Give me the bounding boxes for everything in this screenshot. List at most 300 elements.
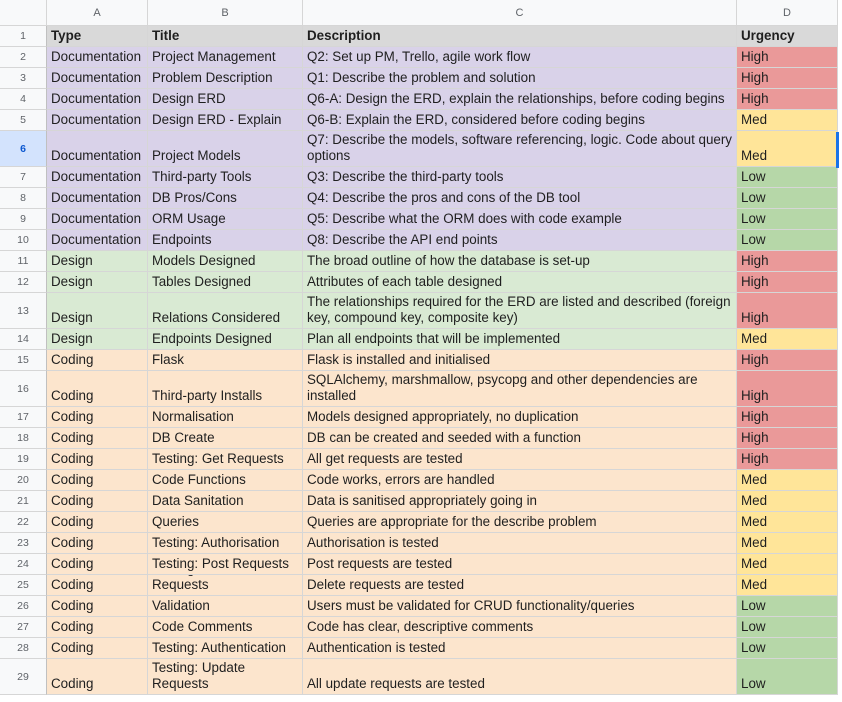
- cell-type[interactable]: [47, 491, 148, 512]
- table-row: [0, 68, 842, 89]
- cell-type-text: Documentation: [51, 190, 142, 205]
- cell-title-text: Third-party Installs: [152, 388, 263, 403]
- cell-type[interactable]: [47, 230, 148, 251]
- cell-description-text: All update requests are tested: [307, 676, 485, 691]
- cell-type-text: Coding: [51, 640, 94, 655]
- cell-urgency-text: Med: [741, 514, 768, 529]
- cell-type[interactable]: [47, 329, 148, 350]
- cell-description[interactable]: [303, 350, 737, 371]
- cell-urgency[interactable]: [737, 209, 838, 230]
- cell-type[interactable]: [47, 350, 148, 371]
- row-number[interactable]: [0, 638, 47, 659]
- row-number[interactable]: [0, 68, 47, 89]
- cell-type[interactable]: [47, 47, 148, 68]
- table-row: [0, 554, 842, 575]
- cell-description[interactable]: [303, 68, 737, 89]
- cell-description[interactable]: [303, 329, 737, 350]
- cell-type[interactable]: [47, 293, 148, 329]
- cell-type-text: Coding: [51, 598, 94, 613]
- row-number[interactable]: [0, 491, 47, 512]
- cell-urgency-text: High: [741, 352, 769, 367]
- row-number[interactable]: [0, 659, 47, 695]
- cell-description[interactable]: [303, 428, 737, 449]
- cell-description-text: Attributes of each table designed: [307, 274, 503, 289]
- table-row: [0, 617, 842, 638]
- cell-title-text: Endpoints Designed: [152, 331, 272, 346]
- row-number-text: 17: [17, 411, 29, 423]
- cell-title[interactable]: [148, 617, 303, 638]
- row-number[interactable]: [0, 272, 47, 293]
- cell-title[interactable]: [148, 131, 303, 167]
- cell-urgency-text: Low: [741, 640, 766, 655]
- cell-title[interactable]: [148, 167, 303, 188]
- row-number-text: 3: [20, 72, 26, 84]
- cell-title-text: Design ERD - Explain: [152, 112, 282, 127]
- cell-urgency[interactable]: [737, 554, 838, 575]
- table-row: [0, 209, 842, 230]
- cell-description-text: Flask is installed and initialised: [307, 352, 491, 367]
- cell-description-text: Queries are appropriate for the describe problem: [307, 514, 597, 529]
- cell-title-text: Tables Designed: [152, 274, 252, 289]
- cell-urgency[interactable]: [737, 512, 838, 533]
- cell-description[interactable]: [303, 512, 737, 533]
- cell-title-text: DB Pros/Cons: [152, 190, 237, 205]
- cell-urgency-text: Med: [741, 493, 768, 508]
- cell-title-text: Data Sanitation: [152, 493, 244, 508]
- row-number[interactable]: [0, 209, 47, 230]
- table-row: [0, 167, 842, 188]
- row-number-text: 5: [20, 114, 26, 126]
- table-row: [0, 428, 842, 449]
- row-number[interactable]: [0, 329, 47, 350]
- cell-description-text: Q4: Describe the pros and cons of the DB tool: [307, 190, 581, 205]
- cell-description-text: Q6-B: Explain the ERD, considered before coding begins: [307, 112, 645, 127]
- row-number[interactable]: [0, 188, 47, 209]
- cell-title-text: Project Models: [152, 148, 241, 163]
- cell-description-text: Description: [307, 28, 381, 43]
- cell-type-text: Design: [51, 310, 93, 325]
- row-number-text: 25: [17, 579, 29, 591]
- cell-urgency[interactable]: [737, 167, 838, 188]
- row-number[interactable]: [0, 449, 47, 470]
- cell-type[interactable]: [47, 251, 148, 272]
- cell-urgency[interactable]: [737, 251, 838, 272]
- cell-type-text: Documentation: [51, 70, 142, 85]
- cell-type[interactable]: [47, 638, 148, 659]
- cell-title[interactable]: [148, 68, 303, 89]
- row-number[interactable]: [0, 167, 47, 188]
- cell-description[interactable]: [303, 617, 737, 638]
- table-row: [0, 491, 842, 512]
- table-row: [0, 659, 842, 695]
- select-all-corner[interactable]: [0, 0, 47, 26]
- cell-urgency[interactable]: [737, 350, 838, 371]
- cell-description[interactable]: [303, 26, 737, 47]
- cell-description[interactable]: [303, 188, 737, 209]
- cell-description-text: Authentication is tested: [307, 640, 446, 655]
- cell-type-text: Coding: [51, 493, 94, 508]
- cell-urgency[interactable]: [737, 89, 838, 110]
- cell-type-text: Documentation: [51, 112, 142, 127]
- cell-type[interactable]: [47, 68, 148, 89]
- cell-title[interactable]: [148, 371, 303, 407]
- cell-urgency[interactable]: [737, 638, 838, 659]
- cell-title-text: Queries: [152, 514, 199, 529]
- row-number[interactable]: [0, 617, 47, 638]
- row-number[interactable]: [0, 251, 47, 272]
- cell-title[interactable]: [148, 293, 303, 329]
- cell-type[interactable]: [47, 512, 148, 533]
- cell-urgency[interactable]: [737, 428, 838, 449]
- cell-urgency[interactable]: [737, 533, 838, 554]
- cell-type-text: Documentation: [51, 91, 142, 106]
- table-row: [0, 371, 842, 407]
- cell-title-text: Testing: Authorisation: [152, 535, 280, 550]
- column-header-b[interactable]: B: [148, 0, 303, 26]
- table-row: [0, 293, 842, 329]
- row-number-text: 13: [17, 304, 29, 317]
- row-number-text: 22: [17, 516, 29, 528]
- cell-title[interactable]: [148, 449, 303, 470]
- cell-urgency[interactable]: [737, 230, 838, 251]
- row-number-text: 6: [20, 142, 26, 155]
- cell-urgency-text: High: [741, 430, 769, 445]
- table-row: [0, 131, 842, 167]
- row-number-text: 26: [17, 600, 29, 612]
- cell-type[interactable]: [47, 167, 148, 188]
- cell-title[interactable]: [148, 350, 303, 371]
- cell-urgency[interactable]: [737, 575, 838, 596]
- row-number[interactable]: [0, 230, 47, 251]
- cell-description-text: Users must be validated for CRUD functionality/queries: [307, 598, 635, 613]
- cell-title[interactable]: [148, 89, 303, 110]
- cell-title[interactable]: [148, 554, 303, 575]
- row-number-text: 12: [17, 276, 29, 288]
- cell-title[interactable]: [148, 596, 303, 617]
- row-number[interactable]: [0, 596, 47, 617]
- cell-urgency-text: Low: [741, 190, 766, 205]
- cell-description-text: Q3: Describe the third-party tools: [307, 169, 504, 184]
- cell-title-text: Problem Description: [152, 70, 273, 85]
- cell-type[interactable]: [47, 209, 148, 230]
- cell-title[interactable]: [148, 251, 303, 272]
- row-number[interactable]: [0, 26, 47, 47]
- row-number-text: 9: [20, 213, 26, 225]
- row-number[interactable]: [0, 428, 47, 449]
- cell-urgency-text: High: [741, 274, 769, 289]
- cell-description-text: Q7: Describe the models, software referencing, logic. Code about query options: [307, 132, 733, 163]
- cell-title-text: Normalisation: [152, 409, 234, 424]
- cell-type[interactable]: [47, 470, 148, 491]
- cell-urgency[interactable]: [737, 659, 838, 695]
- cell-title[interactable]: [148, 47, 303, 68]
- cell-description[interactable]: [303, 596, 737, 617]
- cell-title[interactable]: [148, 230, 303, 251]
- cell-urgency[interactable]: [737, 491, 838, 512]
- row-number-text: 15: [17, 354, 29, 366]
- cell-title-text: Requests: [152, 577, 209, 592]
- cell-urgency[interactable]: [737, 272, 838, 293]
- row-number-text: 11: [17, 255, 29, 267]
- cell-title-text: Flask: [152, 352, 184, 367]
- table-row: [0, 272, 842, 293]
- cell-description[interactable]: [303, 470, 737, 491]
- row-number[interactable]: [0, 512, 47, 533]
- row-number-text: 8: [20, 192, 26, 204]
- cell-title[interactable]: [148, 272, 303, 293]
- row-number-text: 29: [17, 670, 29, 683]
- row-number-text: 14: [17, 333, 29, 345]
- cell-type[interactable]: [47, 110, 148, 131]
- cell-description[interactable]: [303, 230, 737, 251]
- cell-type[interactable]: [47, 617, 148, 638]
- cell-type-text: Design: [51, 253, 93, 268]
- cell-type-text: Documentation: [51, 211, 142, 226]
- cell-title[interactable]: [148, 26, 303, 47]
- cell-urgency[interactable]: [737, 293, 838, 329]
- row-number[interactable]: [0, 89, 47, 110]
- row-number[interactable]: [0, 470, 47, 491]
- cell-title[interactable]: [148, 209, 303, 230]
- cell-type-text: Documentation: [51, 169, 142, 184]
- cell-title[interactable]: [148, 110, 303, 131]
- row-number[interactable]: [0, 554, 47, 575]
- cell-type-text: Coding: [51, 430, 94, 445]
- cell-description[interactable]: [303, 554, 737, 575]
- cell-type[interactable]: [47, 26, 148, 47]
- cell-type[interactable]: [47, 428, 148, 449]
- column-header-a[interactable]: A: [47, 0, 148, 26]
- cell-urgency[interactable]: [737, 371, 838, 407]
- cell-title[interactable]: [148, 533, 303, 554]
- row-number-text: 2: [20, 51, 26, 63]
- column-header-c[interactable]: C: [303, 0, 737, 26]
- cell-description-text: The broad outline of how the database is set-up: [307, 253, 590, 268]
- cell-type-text: Design: [51, 274, 93, 289]
- cell-type[interactable]: [47, 659, 148, 695]
- cell-title[interactable]: [148, 491, 303, 512]
- selection-indicator: [836, 132, 839, 168]
- cell-urgency[interactable]: [737, 470, 838, 491]
- cell-type-text: Coding: [51, 676, 94, 691]
- table-row: [0, 512, 842, 533]
- cell-type-text: Coding: [51, 451, 94, 466]
- cell-description-text: Delete requests are tested: [307, 577, 465, 592]
- cell-title-text: Design ERD: [152, 91, 226, 106]
- cell-title[interactable]: [148, 188, 303, 209]
- cell-title[interactable]: [148, 407, 303, 428]
- cell-urgency[interactable]: [737, 617, 838, 638]
- table-row: [0, 329, 842, 350]
- cell-urgency[interactable]: [737, 47, 838, 68]
- table-row: [0, 470, 842, 491]
- cell-type-text: Coding: [51, 577, 94, 592]
- row-number-text: 24: [17, 558, 29, 570]
- cell-type[interactable]: [47, 89, 148, 110]
- cell-description[interactable]: [303, 407, 737, 428]
- cell-description-text: The relationships required for the ERD are listed and described (foreign key, compound key, composite key): [307, 294, 731, 325]
- cell-type[interactable]: [47, 131, 148, 167]
- cell-urgency-text: Low: [741, 598, 766, 613]
- cell-title-text: Testing: Update Requests: [152, 660, 246, 691]
- cell-title[interactable]: [148, 575, 303, 596]
- cell-title[interactable]: [148, 512, 303, 533]
- cell-description-text: Q2: Set up PM, Trello, agile work flow: [307, 49, 531, 64]
- cell-urgency-text: Med: [741, 535, 768, 550]
- cell-description[interactable]: [303, 293, 737, 329]
- row-number-text: 7: [20, 171, 26, 183]
- cell-urgency[interactable]: [737, 329, 838, 350]
- cell-urgency[interactable]: [737, 449, 838, 470]
- cell-urgency[interactable]: [737, 26, 838, 47]
- cell-type-text: Coding: [51, 388, 94, 403]
- cell-type-text: Coding: [51, 472, 94, 487]
- cell-urgency-text: Urgency: [741, 28, 795, 43]
- table-row: [0, 188, 842, 209]
- cell-type[interactable]: [47, 449, 148, 470]
- cell-type-text: Documentation: [51, 232, 142, 247]
- cell-urgency-text: High: [741, 49, 769, 64]
- cell-urgency-text: High: [741, 70, 769, 85]
- cell-urgency[interactable]: [737, 188, 838, 209]
- cell-title-text: Validation: [152, 598, 210, 613]
- cell-urgency[interactable]: [737, 407, 838, 428]
- cell-description[interactable]: [303, 533, 737, 554]
- header-data-row: [0, 26, 842, 47]
- cell-description[interactable]: [303, 371, 737, 407]
- cell-title[interactable]: [148, 659, 303, 695]
- cell-title-text: DB Create: [152, 430, 215, 445]
- cell-title[interactable]: [148, 638, 303, 659]
- table-row: [0, 89, 842, 110]
- row-number[interactable]: [0, 110, 47, 131]
- row-number[interactable]: [0, 131, 47, 167]
- cell-description[interactable]: [303, 167, 737, 188]
- cell-description-text: Q6-A: Design the ERD, explain the relationships, before coding begins: [307, 91, 725, 106]
- row-number[interactable]: [0, 533, 47, 554]
- row-number-text: 27: [17, 621, 29, 633]
- cell-title-text: Testing: Authentication: [152, 640, 286, 655]
- cell-description[interactable]: [303, 131, 737, 167]
- row-number[interactable]: [0, 47, 47, 68]
- cell-type[interactable]: [47, 371, 148, 407]
- cell-description[interactable]: [303, 449, 737, 470]
- row-number-text: 4: [20, 93, 26, 105]
- cell-urgency-text: Med: [741, 577, 768, 592]
- cell-description[interactable]: [303, 110, 737, 131]
- cell-title-text: Project Management: [152, 49, 276, 64]
- cell-urgency-text: High: [741, 91, 769, 106]
- cell-title[interactable]: [148, 470, 303, 491]
- cell-description[interactable]: [303, 575, 737, 596]
- row-number-text: 16: [17, 382, 29, 395]
- cell-title[interactable]: [148, 329, 303, 350]
- cell-description[interactable]: [303, 638, 737, 659]
- row-number[interactable]: [0, 575, 47, 596]
- cell-description-text: SQLAlchemy, marshmallow, psycopg and other dependencies are installed: [307, 372, 698, 403]
- row-number[interactable]: [0, 371, 47, 407]
- cell-type-text: Coding: [51, 409, 94, 424]
- cell-urgency-text: Low: [741, 232, 766, 247]
- cell-type[interactable]: [47, 407, 148, 428]
- cell-description[interactable]: [303, 251, 737, 272]
- cell-urgency[interactable]: [737, 131, 838, 167]
- cell-description-text: Code has clear, descriptive comments: [307, 619, 534, 634]
- table-row: [0, 251, 842, 272]
- cell-type-text: Coding: [51, 556, 94, 571]
- cell-urgency-text: Med: [741, 556, 768, 571]
- cell-description[interactable]: [303, 47, 737, 68]
- cell-description-text: All get requests are tested: [307, 451, 463, 466]
- cell-description[interactable]: [303, 272, 737, 293]
- cell-urgency[interactable]: [737, 68, 838, 89]
- cell-type-text: Documentation: [51, 148, 142, 163]
- cell-type[interactable]: [47, 533, 148, 554]
- cell-type-text: Type: [51, 28, 82, 43]
- column-header-row: [0, 0, 842, 26]
- cell-type-text: Documentation: [51, 49, 142, 64]
- table-row: [0, 449, 842, 470]
- cell-type-text: Design: [51, 331, 93, 346]
- cell-title-text: Title: [152, 28, 180, 43]
- cell-type[interactable]: [47, 575, 148, 596]
- table-row: [0, 230, 842, 251]
- cell-description-text: Code works, errors are handled: [307, 472, 495, 487]
- cell-type[interactable]: [47, 272, 148, 293]
- cell-type[interactable]: [47, 596, 148, 617]
- cell-urgency-text: High: [741, 253, 769, 268]
- cell-description-text: Q8: Describe the API end points: [307, 232, 498, 247]
- row-number-text: 19: [17, 453, 29, 465]
- cell-urgency-text: High: [741, 388, 769, 403]
- cell-description[interactable]: [303, 491, 737, 512]
- row-number-text: 23: [17, 537, 29, 549]
- row-number-text: 28: [17, 642, 29, 654]
- cell-type[interactable]: [47, 188, 148, 209]
- row-number-text: 10: [17, 234, 29, 246]
- cell-type[interactable]: [47, 554, 148, 575]
- row-number[interactable]: [0, 407, 47, 428]
- cell-title[interactable]: [148, 428, 303, 449]
- cell-description-text: Q1: Describe the problem and solution: [307, 70, 536, 85]
- cell-description-text: Post requests are tested: [307, 556, 453, 571]
- cell-description-text: Plan all endpoints that will be implemented: [307, 331, 561, 346]
- row-number[interactable]: [0, 350, 47, 371]
- column-header-d[interactable]: D: [737, 0, 838, 26]
- cell-description-text: Data is sanitised appropriately going in: [307, 493, 538, 508]
- cell-urgency[interactable]: [737, 110, 838, 131]
- cell-title-text: Relations Considered: [152, 310, 281, 325]
- cell-description-text: Models designed appropriately, no duplication: [307, 409, 579, 424]
- table-row: [0, 47, 842, 68]
- cell-description[interactable]: [303, 89, 737, 110]
- cell-description-text: Authorisation is tested: [307, 535, 439, 550]
- table-row: [0, 110, 842, 131]
- cell-type-text: Coding: [51, 535, 94, 550]
- cell-urgency[interactable]: [737, 596, 838, 617]
- cell-title-text: Third-party Tools: [152, 169, 252, 184]
- cell-description[interactable]: [303, 659, 737, 695]
- cell-urgency-text: Low: [741, 619, 766, 634]
- cell-urgency-text: Low: [741, 211, 766, 226]
- cell-title-text: Testing: Post Requests: [152, 556, 289, 571]
- table-row: [0, 596, 842, 617]
- table-row: [0, 350, 842, 371]
- cell-title-text: Code Comments: [152, 619, 253, 634]
- cell-description[interactable]: [303, 209, 737, 230]
- row-number[interactable]: [0, 293, 47, 329]
- cell-urgency-text: Med: [741, 148, 768, 163]
